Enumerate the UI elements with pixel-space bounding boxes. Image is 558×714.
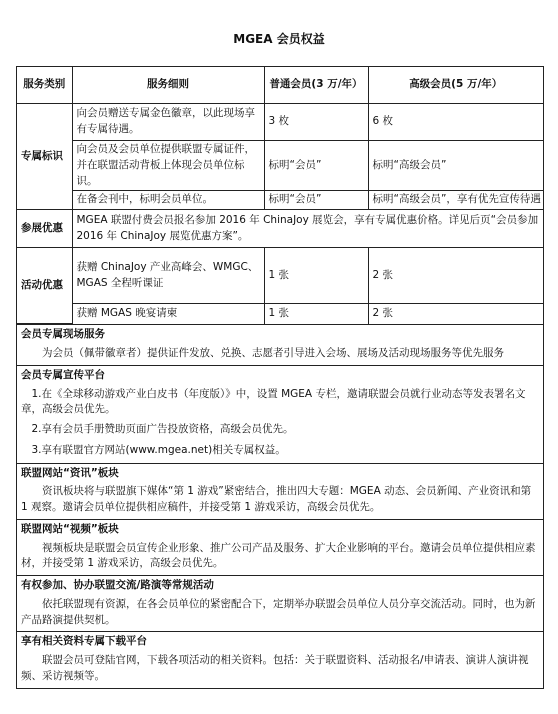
regular-cell: 标明“会员”	[264, 141, 368, 191]
table-row	[17, 210, 543, 248]
senior-cell: 2 张	[368, 304, 543, 324]
section-heading: 有权参加、协办联盟交流/路演等常规活动	[21, 579, 214, 591]
section-paragraph: 资讯板块将与联盟旗下媒体“第 1 游戏”紧密结合，推出四大专题：MGEA 动态、会员新闻、产业资讯和第 1 观察。邀请会员单位提供相应稿件，并接受第 1 游戏采访，高级会员优先。	[21, 485, 532, 513]
section-downloads	[17, 631, 543, 687]
benefits-table-wrap	[17, 67, 543, 324]
regular-cell: 1 张	[264, 248, 368, 304]
header-senior: 高级会员(5 万/年）	[368, 67, 543, 104]
section-heading: 享有相关资料专属下载平台	[21, 635, 147, 648]
category-exhibit: 参展优惠	[17, 210, 72, 248]
section-heading: 联盟网站“资讯”板块	[21, 466, 119, 479]
senior-cell: 2 张	[368, 248, 543, 304]
section-news-board	[17, 463, 543, 519]
regular-cell: 1 张	[264, 304, 368, 324]
section-heading: 会员专属宣传平台	[21, 368, 105, 381]
category-exclusive: 专属标识	[17, 104, 72, 210]
section-paragraph: 视频板块是联盟会员宣传企业形象、推广公司产品及服务、扩大企业影响的平台。邀请会员单位提供相应素材，并接受第 1 游戏采访，高级会员优先。	[21, 541, 536, 570]
detail-cell: 获赠 ChinaJoy 产业高峰会、WMGC、MGAS 全程听课证	[72, 248, 264, 304]
section-paragraph: 2.享有会员手册赞助页面广告投放资格，高级会员优先。	[31, 423, 294, 435]
detail-cell: 获赠 MGAS 晚宴请柬	[72, 304, 264, 324]
detail-cell: 在备会刊中，标明会员单位。	[72, 191, 264, 210]
section-heading: 会员专属现场服务	[21, 328, 105, 341]
section-promo-platform	[17, 365, 543, 463]
header-regular: 普通会员(3 万/年）	[264, 67, 368, 104]
detail-cell: 向会员赠送专属金色徽章，以此现场享有专属待遇。	[72, 104, 264, 141]
page-title: MGEA 会员权益	[233, 32, 325, 46]
section-video-board	[17, 519, 543, 575]
header-category: 服务类别	[17, 67, 72, 104]
table-row	[17, 141, 543, 191]
exhibit-detail: MGEA 联盟付费会员报名参加 2016 年 ChinaJoy 展览会，享有专属优惠价格。详见后页“会员参加 2016 年 ChinaJoy 展览优惠方案”。	[72, 210, 543, 248]
regular-cell: 3 枚	[264, 104, 368, 141]
table-row	[17, 304, 543, 324]
section-paragraph: 联盟会员可登陆官网，下载各项活动的相关资料。包括：关于联盟资料、活动报名/申请表、演讲人演讲视频、采访视频等。	[21, 654, 529, 682]
header-detail: 服务细则	[72, 67, 264, 104]
senior-cell: 标明“高级会员”	[368, 141, 543, 191]
section-paragraph: 依托联盟现有资源，在各会员单位的紧密配合下，定期举办联盟会员单位人员分享交流活动。同时，也为新产品路演提供契机。	[21, 597, 536, 626]
benefits-table	[17, 67, 543, 324]
table-row	[17, 104, 543, 141]
regular-cell: 标明“会员”	[264, 191, 368, 210]
table-row	[17, 248, 543, 304]
senior-cell: 6 枚	[368, 104, 543, 141]
table-row	[17, 191, 543, 210]
detail-cell: 向会员及会员单位提供联盟专属证件，并在联盟活动背板上体现会员单位标识。	[72, 141, 264, 191]
section-paragraph: 3.享有联盟官方网站(www.mgea.net)相关专属权益。	[31, 443, 286, 456]
senior-cell: 标明“高级会员”，享有优先宣传待遇	[368, 191, 543, 210]
section-heading: 联盟网站“视频”板块	[21, 522, 119, 535]
benefits-sheet	[16, 66, 544, 689]
section-events	[17, 575, 543, 631]
table-header-row	[17, 67, 543, 104]
section-onsite-service	[17, 324, 543, 365]
category-event: 活动优惠	[17, 248, 72, 324]
section-paragraph: 为会员（佩带徽章者）提供证件发放、兑换、志愿者引导进入会场、展场及活动现场服务等优先服务	[42, 347, 504, 359]
section-paragraph: 1.在《全球移动游戏产业白皮书（年度版）》中，设置 MGEA 专栏，邀请联盟会员就行业动态等发表署名文章，高级会员优先。	[21, 387, 526, 416]
